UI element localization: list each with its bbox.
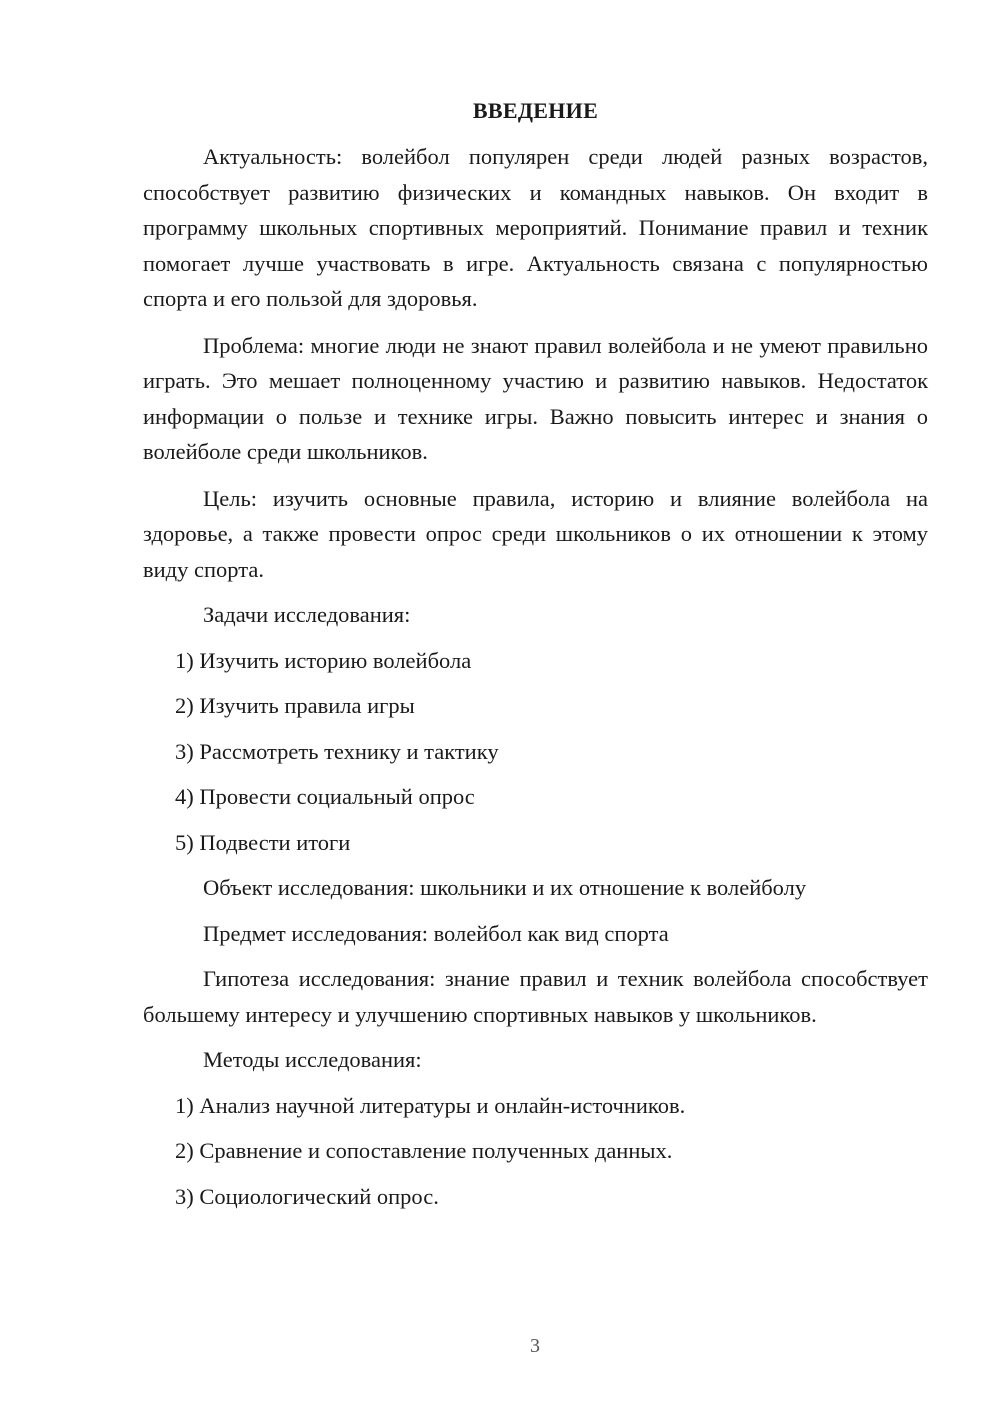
task-item: 3) Рассмотреть технику и тактику <box>175 738 499 764</box>
section-title: ВВЕДЕНИЕ <box>472 98 599 123</box>
page-number: 3 <box>530 1335 540 1357</box>
task-item: 4) Провести социальный опрос <box>175 784 475 809</box>
document-page <box>143 95 928 1214</box>
task-item: 1) Изучить историю волейбола <box>175 647 472 673</box>
method-item: 3) Социологический опрос. <box>175 1183 439 1209</box>
task-item: 5) Подвести итоги <box>175 829 351 855</box>
methods-list <box>143 1088 928 1215</box>
relevance-paragraph: Актуальность: волейбол популярен среди людей разных возрастов, способствует развитию физических и командных навыков. Он входит в программу школьных спортивных мероприятий. Понимание правил и техник помогает лучше участвовать в игре. Актуальность связана с популярностью спорта и его пользой для здоровья. <box>143 144 928 311</box>
goal-paragraph: Цель: изучить основные правила, историю и влияние волейбола на здоровье, а также провести опрос среди школьников о их отношении к этому виду спорта. <box>143 485 928 582</box>
task-item: 2) Изучить правила игры <box>175 693 415 718</box>
method-item: 2) Сравнение и сопоставление полученных данных. <box>175 1138 673 1163</box>
tasks-list <box>143 643 928 861</box>
tasks-heading: Задачи исследования: <box>203 602 411 627</box>
problem-paragraph: Проблема: многие люди не знают правил волейбола и не умеют правильно играть. Это мешает полноценному участию и развитию навыков. Недостаток информации о пользе и технике игры. Важно повысить интерес и знания о волейболе среди школьников. <box>143 332 928 464</box>
research-subject: Предмет исследования: волейбол как вид спорта <box>203 920 669 946</box>
method-item: 1) Анализ научной литературы и онлайн-источников. <box>175 1092 686 1118</box>
hypothesis-paragraph: Гипотеза исследования: знание правил и техник волейбола способствует большему интересу и улучшению спортивных навыков у школьников. <box>143 966 928 1027</box>
methods-heading: Методы исследования: <box>203 1047 422 1072</box>
research-object: Объект исследования: школьники и их отношение к волейболу <box>203 875 807 900</box>
